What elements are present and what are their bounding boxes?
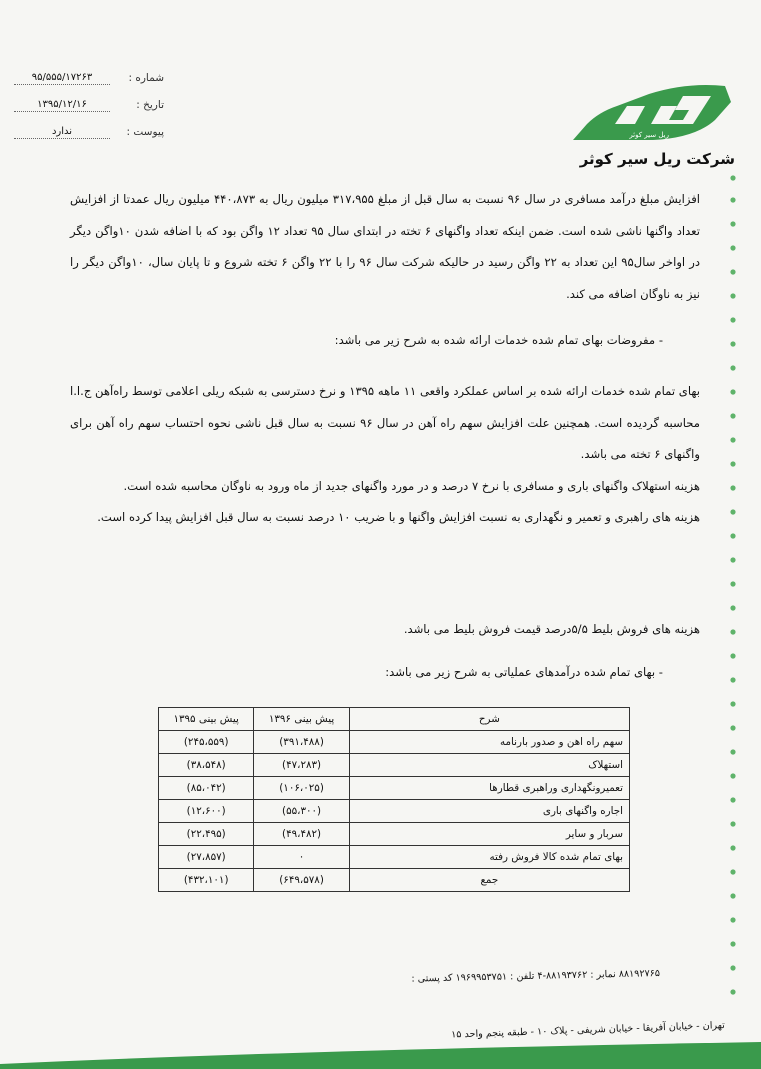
meta-date-row: [14, 99, 164, 126]
bullet-cost-assumptions: - مفروضات بهای تمام شده خدمات ارائه شده به شرح زیر می باشد:: [334, 333, 663, 347]
header-forecast-1395: پیش بینی ۱۳۹۵: [159, 708, 254, 731]
number-label: شماره :: [128, 72, 164, 84]
row-description: تعمیرونگهداری وراهبری قطارها: [349, 777, 629, 800]
date-label: تاریخ :: [136, 99, 164, 111]
header-forecast-1396: پیش بینی ۱۳۹۶: [254, 708, 349, 731]
company-logo: [565, 80, 737, 148]
table-row: [159, 731, 630, 754]
meta-number-row: [14, 72, 164, 99]
bullet-operating-costs: - بهای تمام شده درآمدهای عملیاتی به شرح زیر می باشد:: [385, 665, 663, 679]
paragraph-text: افزایش مبلغ درآمد مسافری در سال ۹۶ نسبت به سال قبل از مبلغ ۳۱۷،۹۵۵ میلیون ریال به ۴۴۰،۸۷۳ میلیون ریال عمدتا از افزایش تعداد واگنها ناشی شده است. ضمن اینکه تعداد واگنهای ۶ تخته در ابتدای سال ۹۵ تعداد ۱۲ واگن بود که با اضافه شدن ۱۰واگن دیگر در اواخر سال۹۵ این تعداد به ۲۲ واگن رسید در حالیکه شرکت سال ۹۶ را با ۲۲ واگن ۶ تخته شروع و تا پایان سال، ۱۰واگن دیگر را نیز به ناوگان اضافه می کند.: [70, 192, 701, 301]
header-description: شرح: [349, 708, 629, 731]
table-row: [159, 823, 630, 846]
row-value-1396: (۱۰۶،۰۲۵): [254, 777, 349, 800]
margin-dots-decoration: [725, 0, 739, 1069]
paragraph-text: هزینه های راهبری و تعمیر و نگهداری به نسبت افزایش واگنها و با ضریب ۱۰ درصد نسبت به سال قبل افزایش پیدا کرده است.: [97, 510, 700, 524]
logo-tagline: ریل سیر کوثر: [629, 131, 669, 139]
meta-attachment-row: [14, 126, 164, 153]
date-value: ۱۳۹۵/۱۲/۱۶: [14, 99, 110, 112]
total-value-1395: (۴۳۲،۱۰۱): [159, 869, 254, 892]
row-description: بهای تمام شده کالا فروش رفته: [349, 846, 629, 869]
paragraph-text: هزینه استهلاک واگنهای باری و مسافری با نرخ ۷ درصد و در مورد واگنهای جدید از ماه ورود به ناوگان محاسبه شده است.: [123, 478, 700, 493]
paragraph-text: هزینه های فروش بلیط ۵/۵درصد قیمت فروش بلیط می باشد.: [403, 622, 700, 636]
attachment-value: ندارد: [14, 126, 110, 139]
row-description: اجاره واگنهای باری: [349, 800, 629, 823]
table-row: [159, 777, 630, 800]
row-value-1395: (۲۴۵،۵۵۹): [159, 731, 254, 754]
row-description: استهلاک: [349, 754, 629, 777]
paragraph-text: بهای تمام شده خدمات ارائه شده بر اساس عملکرد واقعی ۱۱ ماهه ۱۳۹۵ و نرخ دسترسی به شبکه ریلی اعلامی توسط راه‌آهن ج.ا.ا محاسبه گردیده است. همچنین علت افزایش سهم راه آهن در سال ۹۶ نسبت به سال قبل ناشی نحوه احتساب سهم راه آهن برای واگنهای ۶ تخته می باشد.: [70, 384, 700, 461]
footer-green-band: [0, 1040, 761, 1069]
total-description: جمع: [349, 869, 629, 892]
row-value-1396: (۳۹۱،۴۸۸): [254, 731, 349, 754]
table-row: [159, 846, 630, 869]
attachment-label: پیوست :: [126, 126, 164, 138]
row-value-1395: (۳۸،۵۴۸): [159, 754, 254, 777]
row-description: سربار و سایر: [349, 823, 629, 846]
row-description: سهم راه اهن و صدور بارنامه: [349, 731, 629, 754]
document-meta: [14, 72, 164, 153]
table-header-row: [159, 708, 630, 731]
row-value-1396: (۵۵،۳۰۰): [254, 800, 349, 823]
paragraph-passenger-revenue: [70, 184, 700, 310]
row-value-1395: (۱۲،۶۰۰): [159, 800, 254, 823]
footer-address: تهران - خیابان آفریقا - خیابان شریفی - پلاک ۱۰ - طبقه پنجم واحد ۱۵: [451, 1020, 726, 1041]
paragraph-ticket-costs: [70, 614, 700, 646]
company-name: شرکت ریل سیر کوثر: [579, 150, 735, 168]
table-row: [159, 754, 630, 777]
table-total-row: [159, 869, 630, 892]
footer-contact: ۸۸۱۹۲۷۶۵ نمابر : ۸۸۱۹۳۷۶۲-۴ تلفن : ۱۹۶۹۹۵۳۷۵۱ کد پستی :: [411, 968, 661, 985]
row-value-1396: (۴۹،۴۸۲): [254, 823, 349, 846]
table-row: [159, 800, 630, 823]
row-value-1395: (۲۲،۴۹۵): [159, 823, 254, 846]
total-value-1396: (۶۴۹،۵۷۸): [254, 869, 349, 892]
row-value-1395: (۸۵،۰۴۲): [159, 777, 254, 800]
row-value-1396: ۰: [254, 846, 349, 869]
row-value-1396: (۴۷،۲۸۳): [254, 754, 349, 777]
paragraph-cost-basis: [70, 376, 700, 534]
row-value-1395: (۲۷،۸۵۷): [159, 846, 254, 869]
number-value: ۹۵/۵۵۵/۱۷۲۶۳: [14, 72, 110, 85]
cost-table: [158, 707, 630, 892]
